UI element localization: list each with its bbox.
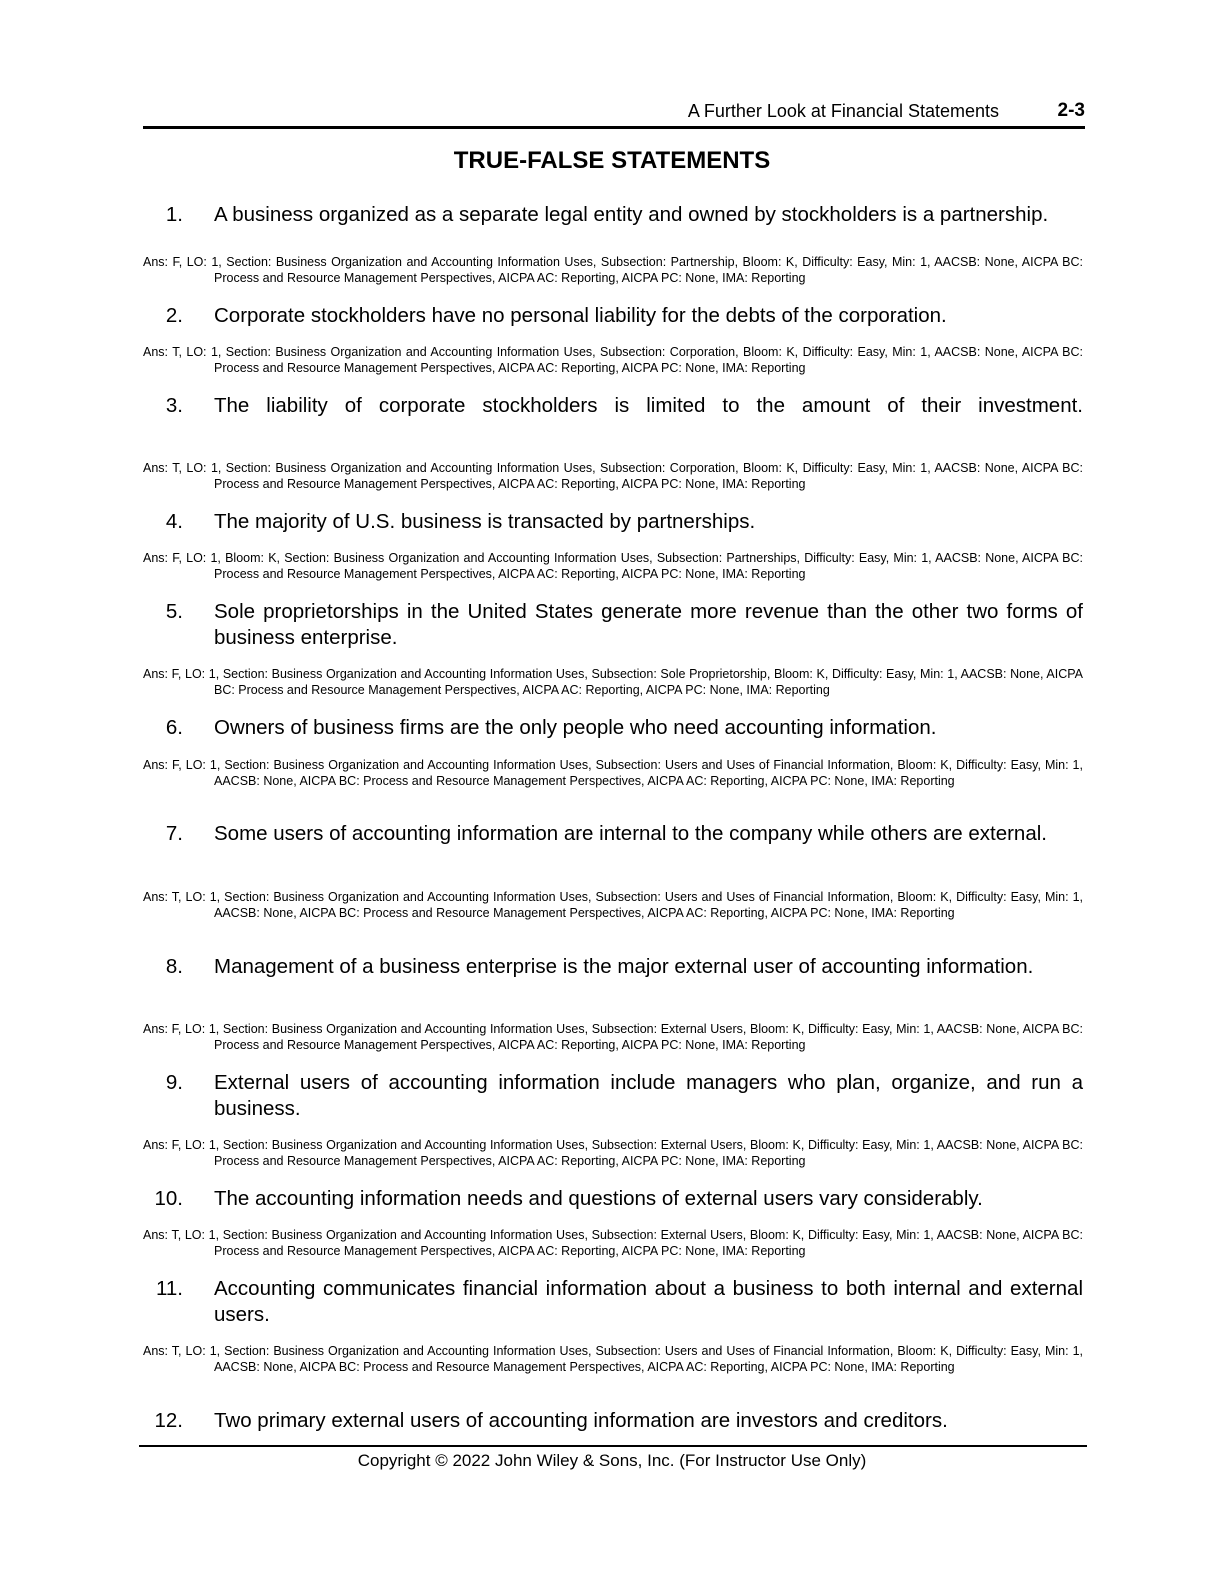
statement-item [143, 821, 1083, 847]
statement-text: External users of accounting information include managers who plan, organize, and run a business. [214, 1071, 1083, 1120]
section-title: TRUE-FALSE STATEMENTS [453, 147, 771, 174]
answer-metadata: Ans: T, LO: 1, Section: Business Organization and Accounting Information Uses, Subsection: Users and Uses of Financial Information, Bloom: K, Difficulty: Easy, Min: 1, AACSB: None, AICPA BC: Process and Resource Management Perspectives, AICPA AC: Reporting, AICPA PC: None, IMA: Reporting [143, 1344, 1083, 1374]
statement-text: The majority of U.S. business is transacted by partnerships. [214, 510, 756, 533]
chapter-title: A Further Look at Financial Statements [687, 101, 999, 121]
statement-number: 7. [165, 822, 183, 845]
page-number: 2-3 [1057, 100, 1085, 121]
answer-metadata: Ans: F, LO: 1, Section: Business Organization and Accounting Information Uses, Subsection: External Users, Bloom: K, Difficulty: Easy, Min: 1, AACSB: None, AICPA BC: Process and Resource Management Perspectives, AICPA AC: Reporting, AICPA PC: None, IMA: Reporting [143, 1138, 1083, 1168]
answer-metadata: Ans: F, LO: 1, Section: Business Organization and Accounting Information Uses, Subsection: Sole Proprietorship, Bloom: K, Difficulty: Easy, Min: 1, AACSB: None, AICPA BC: Process and Resource Management Perspectives, AICPA AC: Reporting, AICPA PC: None, IMA: Reporting [143, 667, 1083, 697]
answer-metadata: Ans: F, LO: 1, Section: Business Organization and Accounting Information Uses, Subsection: Users and Uses of Financial Information, Bloom: K, Difficulty: Easy, Min: 1, AACSB: None, AICPA BC: Process and Resource Management Perspectives, AICPA AC: Reporting, AICPA PC: None, IMA: Reporting [143, 758, 1083, 788]
answer-metadata: Ans: T, LO: 1, Section: Business Organization and Accounting Information Uses, Subsection: Corporation, Bloom: K, Difficulty: Easy, Min: 1, AACSB: None, AICPA BC: Process and Resource Management Perspectives, AICPA AC: Reporting, AICPA PC: None, IMA: Reporting [143, 461, 1083, 491]
answer-metadata: Ans: F, LO: 1, Section: Business Organization and Accounting Information Uses, Subsection: External Users, Bloom: K, Difficulty: Easy, Min: 1, AACSB: None, AICPA BC: Process and Resource Management Perspectives, AICPA AC: Reporting, AICPA PC: None, IMA: Reporting [143, 1022, 1083, 1052]
statement-item [143, 509, 1083, 535]
page-header [143, 100, 1085, 129]
statement-item [143, 954, 1083, 980]
statement-number: 4. [165, 510, 183, 533]
statement-text: Corporate stockholders have no personal liability for the debts of the corporation. [214, 304, 947, 327]
statement-item [143, 303, 1083, 329]
statement-number: 11. [156, 1277, 183, 1300]
answer-metadata: Ans: F, LO: 1, Section: Business Organization and Accounting Information Uses, Subsection: Partnership, Bloom: K, Difficulty: Easy, Min: 1, AACSB: None, AICPA BC: Process and Resource Management Perspectives, AICPA AC: Reporting, AICPA PC: None, IMA: Reporting [143, 255, 1083, 285]
statement-number: 6. [165, 716, 183, 739]
statement-number: 8. [165, 955, 183, 978]
statement-number: 2. [165, 304, 183, 327]
answer-metadata: Ans: T, LO: 1, Section: Business Organization and Accounting Information Uses, Subsection: Users and Uses of Financial Information, Bloom: K, Difficulty: Easy, Min: 1, AACSB: None, AICPA BC: Process and Resource Management Perspectives, AICPA AC: Reporting, AICPA PC: None, IMA: Reporting [143, 890, 1083, 920]
statement-number: 12. [154, 1409, 183, 1432]
statement-number: 10. [154, 1187, 183, 1210]
statement-item [143, 1408, 1083, 1434]
statement-text: Some users of accounting information are internal to the company while others are external. [214, 822, 1047, 845]
statement-text: Two primary external users of accounting information are investors and creditors. [214, 1409, 948, 1432]
statement-text: Owners of business firms are the only people who need accounting information. [214, 716, 937, 739]
answer-metadata: Ans: F, LO: 1, Bloom: K, Section: Business Organization and Accounting Information Uses, Subsection: Partnerships, Difficulty: Easy, Min: 1, AACSB: None, AICPA BC: Process and Resource Management Perspectives, AICPA AC: Reporting, AICPA PC: None, IMA: Reporting [143, 551, 1083, 581]
statement-number: 5. [165, 600, 183, 623]
statement-text: A business organized as a separate legal entity and owned by stockholders is a partnership. [214, 203, 1049, 226]
statement-number: 9. [165, 1071, 183, 1094]
statement-item [143, 1186, 1083, 1212]
statement-text: Accounting communicates financial information about a business to both internal and external users. [214, 1277, 1083, 1326]
statement-text: The accounting information needs and questions of external users vary considerably. [214, 1187, 983, 1210]
statement-item [143, 1070, 1083, 1122]
statement-text: Sole proprietorships in the United States generate more revenue than the other two forms of business enterprise. [214, 600, 1083, 649]
statement-number: 3. [165, 394, 183, 417]
statement-text: The liability of corporate stockholders is limited to the amount of their investment. [214, 394, 1083, 417]
copyright-footer: Copyright © 2022 John Wiley & Sons, Inc. (For Instructor Use Only) [357, 1451, 867, 1470]
statement-item [143, 599, 1083, 651]
statement-item [143, 202, 1083, 228]
statement-text: Management of a business enterprise is the major external user of accounting information. [214, 955, 1034, 978]
answer-metadata: Ans: T, LO: 1, Section: Business Organization and Accounting Information Uses, Subsection: Corporation, Bloom: K, Difficulty: Easy, Min: 1, AACSB: None, AICPA BC: Process and Resource Management Perspectives, AICPA AC: Reporting, AICPA PC: None, IMA: Reporting [143, 345, 1083, 375]
answer-metadata: Ans: T, LO: 1, Section: Business Organization and Accounting Information Uses, Subsection: External Users, Bloom: K, Difficulty: Easy, Min: 1, AACSB: None, AICPA BC: Process and Resource Management Perspectives, AICPA AC: Reporting, AICPA PC: None, IMA: Reporting [143, 1228, 1083, 1258]
footer-rule [139, 1445, 1087, 1447]
statement-item [143, 393, 1083, 419]
statement-item [143, 715, 1083, 741]
statement-number: 1. [165, 203, 183, 226]
statement-item [143, 1276, 1083, 1328]
